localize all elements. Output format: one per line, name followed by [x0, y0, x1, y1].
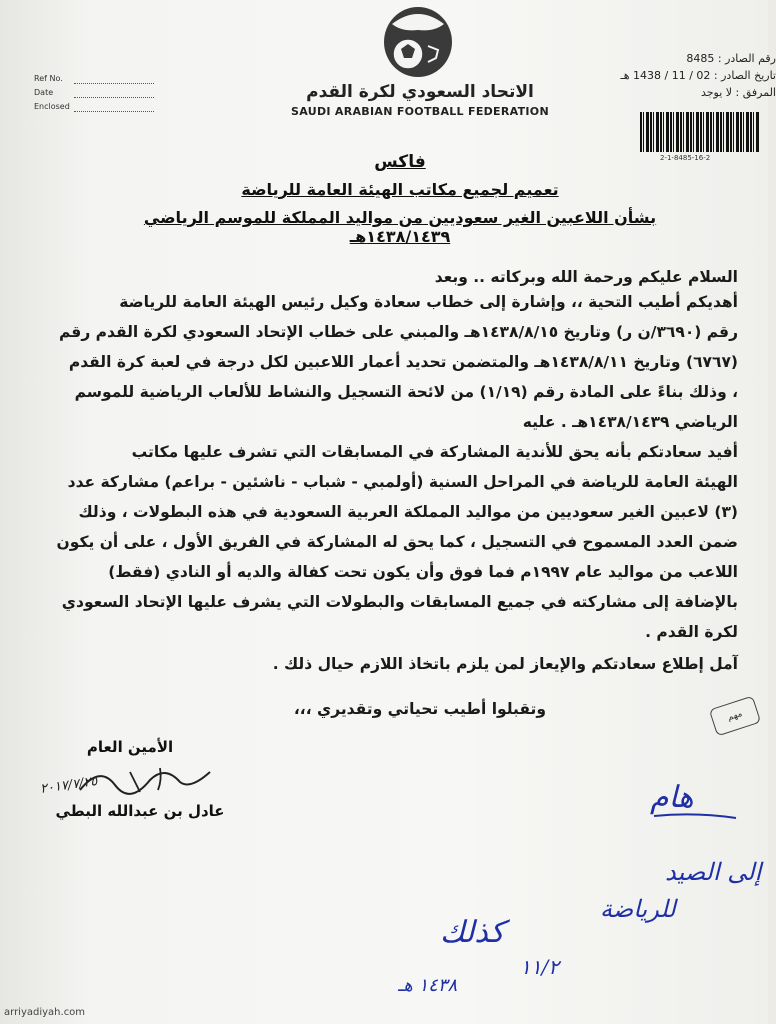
note-underline: [650, 810, 740, 822]
body-line: الهيئة العامة للرياضة في المراحل السنية (أولمبي - شباب - ناشئين - براعم) مشاركة عدد: [67, 473, 738, 491]
enclosures: المرفق : لا يوجد: [700, 86, 776, 99]
ref-no-field: [34, 72, 154, 86]
enclosed-field: [34, 100, 154, 114]
body-line: اللاعب من مواليد عام ١٩٩٧م فما فوق وأن يكون تحت كفالة والديه أو النادي (فقط): [108, 563, 738, 581]
body-line: رقم (٣٦٩٠/ن ر) وتاريخ ١٤٣٨/٨/١٥هـ والمبني على خطاب الإتحاد السعودي لكرة القدم رقم: [59, 323, 738, 341]
signature-date: ٢٠١٧/٧/٢٥: [39, 774, 99, 797]
barcode-number: 2-1-8485-16-2: [660, 154, 711, 162]
handwritten-signature: كذلك: [440, 915, 505, 950]
body-line: أفيد سعادتكم بأنه يحق للأندية المشاركة في المسابقات التي تشرف عليها مكاتب: [131, 443, 738, 461]
outgoing-number: رقم الصادر : 8485: [686, 52, 776, 65]
closing-request: آمل إطلاع سعادتكم والإيعاز لمن يلزم باتخاذ اللازم حيال ذلك .: [272, 655, 738, 673]
handwritten-date: ١١/٢: [520, 955, 559, 979]
circular-title: تعميم لجميع مكاتب الهيئة العامة للرياضة: [241, 180, 559, 199]
source-watermark: arriyadiyah.com: [4, 1007, 86, 1018]
important-stamp: مهم: [709, 696, 761, 737]
handwritten-year: ١٤٣٨ هـ: [398, 975, 458, 996]
handwritten-note-important: هام: [650, 780, 694, 815]
date-line: [74, 89, 154, 98]
handwritten-note-recipient: إلى الصيد: [665, 858, 762, 886]
outgoing-info: [612, 50, 776, 101]
closing-regards: وتقبلوا أطيب تحياتي وتقديري ،،،: [293, 700, 546, 718]
enclosed-line: [74, 103, 154, 112]
federation-logo-icon: [378, 2, 458, 82]
enclosed-label: Enclosed: [34, 102, 70, 111]
signatory-name: عادل بن عبدالله البطي: [55, 802, 225, 820]
fax-title: فاكس: [374, 152, 426, 172]
ref-no-line: [74, 75, 154, 84]
date-label: Date: [34, 88, 54, 97]
barcode: [640, 112, 760, 152]
body-line: (٣) لاعبين الغير سعوديين من مواليد المملكة العربية السعودية في هذه البطولات ، وذلك: [78, 503, 738, 521]
greeting: السلام عليكم ورحمة الله وبركاته .. وبعد: [434, 268, 738, 286]
body-line: (٦٧٦٧) وتاريخ ١٤٣٨/٨/١١هـ والمتضمن تحديد أعمار اللاعبين لكل درجة في لعبة كرة القدم: [68, 353, 738, 371]
reference-fields: [34, 72, 154, 114]
body-line: أهديكم أطيب التحية ،، وإشارة إلى خطاب سعادة وكيل رئيس الهيئة العامة للرياضة: [119, 293, 738, 311]
body-line: لكرة القدم .: [645, 623, 738, 641]
body-line: ، وذلك بناءً على المادة رقم (١/١٩) من لائحة التسجيل والنشاط للألعاب الرياضية للموسم: [74, 383, 738, 401]
signatory-title: الأمين العام: [86, 738, 174, 756]
subject-line: بشأن اللاعبين الغير سعوديين من مواليد المملكة للموسم الرياضي ١٤٣٨/١٤٣٩هـ: [143, 208, 657, 246]
body-line: ضمن العدد المسموح في التسجيل ، كما يحق له المشاركة في الفريق الأول ، على أن يكون: [56, 533, 738, 551]
federation-name-english: SAUDI ARABIAN FOOTBALL FEDERATION: [291, 105, 549, 118]
outgoing-date: تاريخ الصادر : 02 / 11 / 1438 هـ: [620, 69, 776, 82]
handwritten-note-sports: للرياضة: [600, 895, 676, 923]
federation-name-arabic: الاتحاد السعودي لكرة القدم: [306, 82, 534, 102]
ref-no-label: Ref No.: [34, 74, 63, 83]
date-field: [34, 86, 154, 100]
body-line: بالإضافة إلى مشاركته في جميع المسابقات والبطولات التي يشرف عليها الإتحاد السعودي: [61, 593, 738, 611]
body-line: الرياضي ١٤٣٨/١٤٣٩هـ . عليه: [522, 413, 738, 431]
